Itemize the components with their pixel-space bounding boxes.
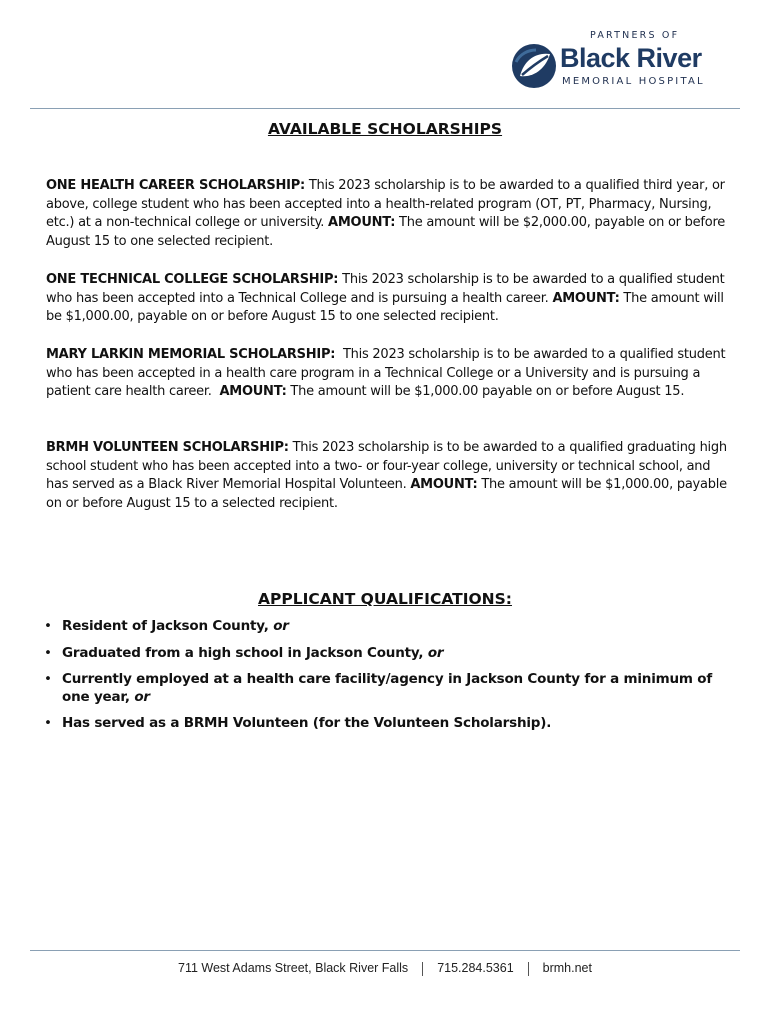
scholarship-brmh-volunteen: [46, 439, 730, 513]
footer-address: 711 West Adams Street, Black River Falls: [178, 961, 409, 975]
amount-text: The amount will be $1,000.00 payable on or before August 15.: [286, 384, 685, 399]
qualification-text: Has served as a BRMH Volunteen (for the Volunteen Scholarship).: [62, 715, 552, 731]
logo-subtitle-text: MEMORIAL HOSPITAL: [562, 76, 705, 87]
footer-separator: [422, 962, 423, 976]
bullet-icon: •: [44, 715, 52, 731]
qualification-text: Resident of Jackson County,: [62, 618, 274, 634]
amount-label: AMOUNT:: [219, 384, 287, 399]
qualification-or: or: [134, 688, 150, 705]
amount-label: AMOUNT:: [410, 477, 478, 492]
amount-label: AMOUNT:: [328, 215, 396, 230]
header-divider: [30, 108, 740, 109]
logo-partners-text: PARTNERS OF: [590, 30, 680, 41]
qualifications-title: APPLICANT QUALIFICATIONS:: [258, 590, 512, 608]
scholarships-title: AVAILABLE SCHOLARSHIPS: [267, 120, 503, 138]
bullet-icon: •: [44, 671, 52, 687]
logo-name-text: Black River: [560, 43, 702, 73]
amount-text: The amount will be $1,000.00, payable on or before August 15 to a selected recipient.: [46, 477, 727, 511]
scholarship-technical-college: [46, 271, 730, 327]
footer: [0, 961, 770, 976]
bullet-icon: •: [44, 618, 52, 634]
footer-phone: 715.284.5361: [437, 961, 514, 975]
amount-text: The amount will be $1,000.00, payable on or before August 15 to one selected recipient.: [46, 290, 724, 324]
amount-text: The amount will be $2,000.00, payable on or before August 15 to one selected recipient.: [46, 215, 725, 249]
footer-divider: [30, 950, 740, 951]
list-item: [44, 645, 734, 663]
scholarship-name: ONE TECHNICAL COLLEGE SCHOLARSHIP:: [46, 272, 339, 287]
scholarship-description: This 2023 scholarship is to be awarded to a qualified student who has been accepted into a Technical College and is pursuing a health career.: [46, 272, 725, 306]
scholarship-name: MARY LARKIN MEMORIAL SCHOLARSHIP:: [46, 347, 336, 362]
scholarship-mary-larkin: [46, 346, 730, 402]
qualifications-list: [44, 618, 734, 742]
scholarship-description: This 2023 scholarship is to be awarded to a qualified student who has been accepted in a health care program in a Technical College or a University and is pursuing a patient care health career.: [46, 347, 730, 399]
list-item: [44, 671, 734, 706]
bullet-icon: •: [44, 644, 52, 661]
amount-label: AMOUNT:: [552, 290, 620, 306]
footer-separator: [528, 962, 529, 976]
qualification-text: Graduated from a high school in Jackson County,: [62, 644, 428, 661]
scholarship-one-health-career: [46, 177, 730, 251]
scholarship-name: BRMH VOLUNTEEN SCHOLARSHIP:: [46, 440, 289, 455]
list-item: [44, 715, 734, 733]
qualification-text: Currently employed at a health care facility/agency in Jackson County for a minimum of one year,: [62, 671, 713, 705]
qualification-or: or: [427, 644, 444, 661]
list-item: [44, 618, 734, 636]
leaf-logo-icon: [510, 42, 558, 90]
scholarship-description: This 2023 scholarship is to be awarded to a qualified third year, or above, college student who has been accepted into a health-related program (OT, PT, Pharmacy, Nursing, etc.) at a non-technical college or university.: [46, 178, 725, 230]
footer-website: brmh.net: [542, 961, 592, 975]
hospital-logo: [506, 26, 722, 92]
qualification-or: or: [273, 618, 289, 634]
scholarship-description: This 2023 scholarship is to be awarded to a qualified graduating high school student who has been accepted into a two- or four-year college, university or technical school, and has served as a Black River Memorial Hospital Volunteen.: [46, 440, 727, 492]
scholarship-name: ONE HEALTH CAREER SCHOLARSHIP:: [46, 178, 305, 193]
